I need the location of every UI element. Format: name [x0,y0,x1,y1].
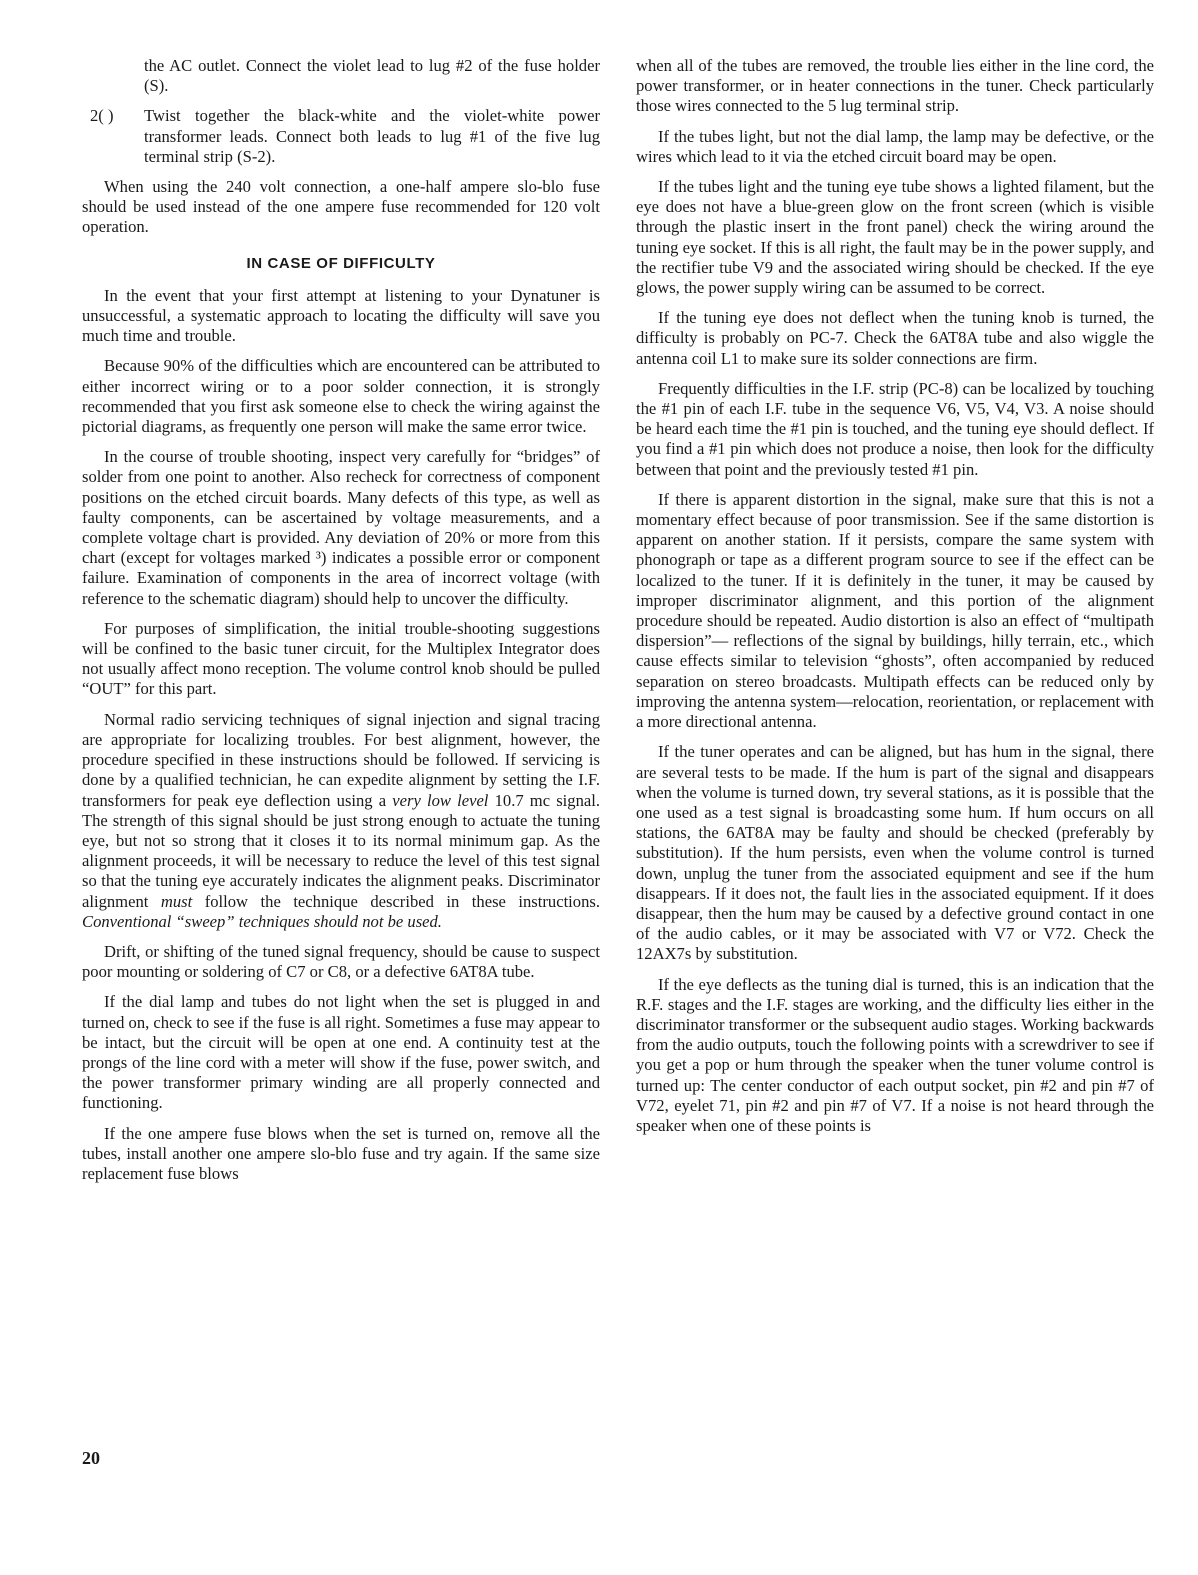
paragraph-hum: If the tuner operates and can be aligned, but has hum in the signal, there are several tests to be made. If the hum is part of the signal and disappears when the volume is turned down, try several stations, as it is possible that the one used as a test signal is broadcasting some hum. If hum occurs on all stations, the 6AT8A may be faulty and should be checked (preferably by substitution). If the hum persists, even when the volume control is turned down, unplug the tuner from the associated equipment and see if the hum disappears. If it does not, the fault lies in the associated equipment. If it does disappear, then the hum may be caused by a defective ground contact in one of the audio cables, or it may be associated with V7 or V72. Check the 12AX7s by substitution. [636,742,1154,964]
paragraph-because: Because 90% of the difficulties which are encountered can be attributed to either incorrect wiring or to a poor solder connection, it is strongly recommended that you first ask someone else to check the wiring against the pictorial diagrams, as frequently one person will make the same error twice. [82,356,600,437]
paragraph-eye-deflects-dial: If the eye deflects as the tuning dial is turned, this is an indication that the R.F. stages and the I.F. stages are working, and the difficulty lies either in the discriminator transformer or the subsequent audio stages. Working backwards from the audio outputs, touch the following points with a screwdriver to see if you get a pop or hum through the speaker when the tuner volume control is turned up: The center conductor of each output socket, pin #2 and pin #7 of V72, eyelet 71, pin #2 and pin #7 of V7. If a noise is not heard through the speaker when one of these points is [636,974,1154,1135]
paragraph-continued: when all of the tubes are removed, the trouble lies either in the line cord, the power transformer, or in heater connections in the tuner. Check particularly those wires connected to the 5 lug terminal strip. [636,56,1154,116]
servicing-emphasis-2: must [160,891,193,911]
servicing-text-2: 10.7 mc signal. The strength of this signal should be just strong enough to actuate the tuning eye, but not so strong that it closes it to its normal minimum gap. As the alignment proceeds, it will be necessary to reduce the level of this test signal so that the tuning eye accurately indicates the alignment peaks. Discriminator alignment [82,790,600,911]
list-item-fuse-holder [82,56,600,96]
paragraph-trouble-shooting: In the course of trouble shooting, inspect very carefully for “bridges” of solder from one point to another. Also recheck for correctness of component positions on the etched circuit boards. Many defects of this type, as well as faulty components, can be ascertained by voltage measurements, and a complete voltage chart is provided. Any deviation of 20% or more from this chart (except for voltages marked ³) indicates a possible error or component failure. Examination of components in the area of incorrect voltage (with reference to the schematic diagram) should help to uncover the difficulty. [82,447,600,608]
paragraph-simplification: For purposes of simplification, the initial trouble-shooting suggestions will be confined to the basic tuner circuit, for the Multiplex Integrator does not usually affect mono reception. The volume control knob should be pulled “OUT” for this part. [82,618,600,699]
paragraph-intro: In the event that your first attempt at listening to your Dynatuner is unsuccessful, a systematic approach to locating the difficulty will save you much time and trouble. [82,285,600,346]
paragraph-eye-tube: If the tubes light and the tuning eye tube shows a lighted filament, but the eye does not have a blue-green glow on the front screen (which is visible through the plastic insert in the front panel) check the wiring around the tuning eye socket. If this is all right, the fault may be in the power supply, and the rectifier tube V9 and the associated wiring should be checked. If the eye glows, the power supply wiring can be assumed to be correct. [636,177,1154,298]
paragraph-if-strip: Frequently difficulties in the I.F. strip (PC-8) can be localized by touching the #1 pin of each I.F. tube in the sequence V6, V5, V4, V3. A noise should be heard each time the #1 pin is touched, and the tuning eye should deflect. If you find a #1 pin which does not produce a noise, then look for the difficulty between that point and the previously tested #1 pin. [636,378,1154,479]
paragraph-240-volt: When using the 240 volt connection, a one-half ampere slo-blo fuse should be used instead of the one ampere fuse recommended for 120 volt operation. [82,177,600,237]
servicing-text-1: Normal radio servicing techniques of signal injection and signal tracing are appropriate for localizing troubles. For best alignment, however, the procedure specified in these instructions should be followed. If servicing is done by a qualified technician, he can expedite alignment by setting the I.F. transformers for peak eye deflection using a [82,709,600,810]
checkbox-marker: 2( ) [90,106,114,126]
item-text: Twist together the black-white and the violet-white power transformer leads. Connect both leads to lug #1 of the five lug terminal strip (S-2). [144,106,600,166]
servicing-emphasis-3: Conventional “sweep” techniques should not be used. [82,911,442,931]
servicing-emphasis-1: very low level [392,790,489,810]
item-text: the AC outlet. Connect the violet lead to lug #2 of the fuse holder (S). [144,56,600,96]
paragraph-servicing [82,710,600,932]
paragraph-fuse-blows: If the one ampere fuse blows when the set is turned on, remove all the tubes, install another one ampere slo-blo fuse and try again. If the same size replacement fuse blows [82,1123,600,1183]
paragraph-eye-deflect: If the tuning eye does not deflect when the tuning knob is turned, the difficulty is probably on PC-7. Check the 6AT8A tube and also wiggle the antenna coil L1 to make sure its solder connections are firm. [636,308,1154,368]
paragraph-tubes-light: If the tubes light, but not the dial lamp, the lamp may be defective, or the wires which lead to it via the etched circuit board may be open. [636,126,1154,166]
paragraph-drift: Drift, or shifting of the tuned signal frequency, should be cause to suspect poor mounting or soldering of C7 or C8, or a defective 6AT8A tube. [82,941,600,982]
servicing-text-3: follow the technique described in these instructions. [204,891,600,911]
paragraph-distortion: If there is apparent distortion in the signal, make sure that this is not a momentary effect because of poor transmission. See if the same distortion is apparent on another station. If it persists, compare the same system with phonograph or tape as a different program source to see if the effect can be localized to the tuner. If it is definitely in the tuner, it may be caused by improper discriminator alignment, and this portion of the alignment procedure should be repeated. Audio distortion is also an effect of “multipath dispersion”— reflections of the signal by buildings, hilly terrain, etc., which cause effects similar to television “ghosts”, often accompanied by reduced separation on stereo broadcasts. Multipath effects can be reduced only by improving the antenna system—relocation, reorientation, or replacement with a more directional antenna. [636,489,1154,732]
right-column [636,56,1154,1146]
left-column [82,56,600,1194]
paragraph-dial-lamp: If the dial lamp and tubes do not light when the set is plugged in and turned on, check to see if the fuse is all right. Sometimes a fuse may appear to be intact, but the circuit will be open at one end. A continuity test at the prongs of the line cord with a meter will show if the fuse, power switch, and the power transformer primary winding are all properly connected and functioning. [82,992,600,1113]
page-number: 20 [82,1448,100,1468]
section-heading: IN CASE OF DIFFICULTY [246,254,436,272]
list-item-twist-leads [82,106,600,167]
